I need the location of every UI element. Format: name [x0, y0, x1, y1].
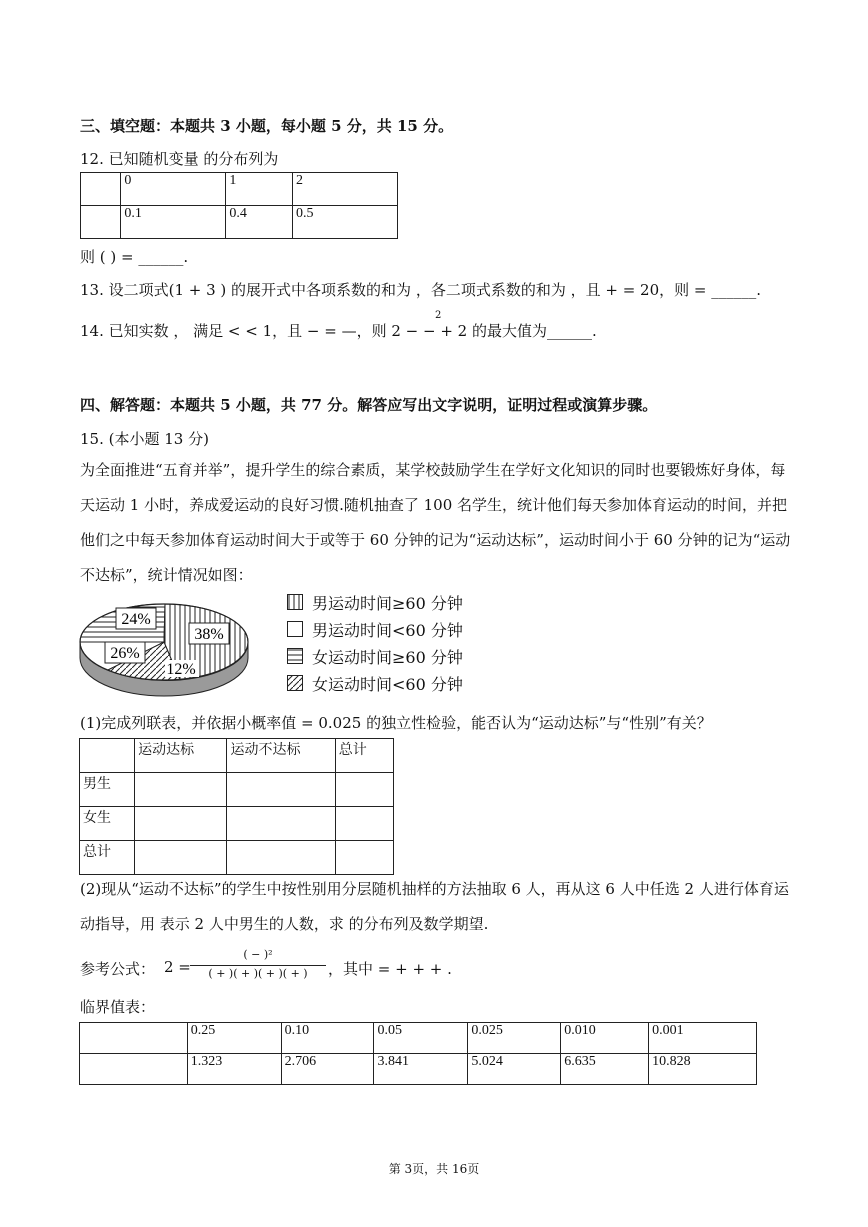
- q15-part1: (1)完成列联表，并依据小概率值 = 0.025 的独立性检验，能否认为“运动达标”与“性别”有关？: [80, 714, 712, 732]
- contingency-cell: 运动不达标: [227, 739, 335, 773]
- legend-item: [287, 592, 463, 612]
- q15-part2: (2)现从“运动不达标”的学生中按性别用分层随机抽样的方法抽取 6 人，再从这 6 人中任选 2 人进行体育运动指导，用 表示 2 人中男生的人数，求 的分布列及数学期望.: [80, 880, 789, 933]
- critical-cell: 6.635: [561, 1054, 649, 1085]
- critical-cell: 0.25: [187, 1023, 281, 1054]
- legend-swatch-blank: [287, 621, 303, 637]
- contingency-cell: [335, 773, 393, 807]
- pie-chart: [78, 590, 250, 702]
- formula-lead: 参考公式：: [80, 960, 156, 978]
- formula-fraction-bar: [190, 965, 326, 966]
- contingency-cell: [335, 841, 393, 875]
- critical-cell: 0.10: [281, 1023, 374, 1054]
- critical-label: 临界值表：: [80, 998, 156, 1016]
- pie-label: 12%: [166, 661, 196, 678]
- pie-label: 38%: [194, 626, 224, 643]
- critical-cell: 0.001: [649, 1023, 757, 1054]
- critical-cell: 10.828: [649, 1054, 757, 1085]
- legend-swatch-vertical: [287, 594, 303, 610]
- contingency-cell: 总计: [80, 841, 135, 875]
- q14-superscript: 2: [435, 310, 442, 321]
- contingency-cell: [227, 807, 335, 841]
- pie-label: 26%: [110, 645, 140, 662]
- formula-numerator: ( − )²: [243, 948, 273, 961]
- contingency-cell: 运动达标: [135, 739, 227, 773]
- q12-cell: 0: [121, 173, 226, 206]
- contingency-cell: [227, 773, 335, 807]
- contingency-cell: 男生: [80, 773, 135, 807]
- q12-cell: 2: [292, 173, 397, 206]
- q15-body: 为全面推进“五育并举”，提升学生的综合素质，某学校鼓励学生在学好文化知识的同时也要锻炼好身体，每天运动 1 小时，养成爱运动的良好习惯.随机抽查了 100 名学生，统计他们每天参加体育运动的时间，并把他们之中每天参加体育运动时间大于或等于 60 分钟的记为“运动达标”，运动时间小于 60 分钟的记为“运动不达标”，统计情况如图：: [80, 461, 791, 584]
- q12-after: 则 ( ) = ______.: [80, 248, 189, 266]
- critical-cell: 2.706: [281, 1054, 374, 1085]
- contingency-cell: 总计: [335, 739, 393, 773]
- legend-swatch-horizontal: [287, 648, 303, 664]
- formula-chi: 2 =: [164, 958, 191, 976]
- legend-item: [287, 646, 463, 666]
- section3-heading: 三、填空题：本题共 3 小题，每小题 5 分，共 15 分。: [80, 117, 454, 135]
- q14: 14. 已知实数 ， 满足 < < 1，且 − = —，则 2 − − + 2 的最大值为______.: [80, 322, 597, 340]
- legend-label: 女运动时间≥60 分钟: [312, 647, 463, 667]
- legend-label: 男运动时间<60 分钟: [312, 620, 463, 640]
- q12-cell: [81, 173, 121, 206]
- legend-label: 男运动时间≥60 分钟: [312, 593, 463, 613]
- contingency-cell: [80, 739, 135, 773]
- q13: 13. 设二项式(1 + 3 ) 的展开式中各项系数的和为 ，各二项式系数的和为 ，且 + = 20，则 = ______.: [80, 281, 761, 299]
- critical-cell: [80, 1054, 188, 1085]
- q12-cell: [81, 206, 121, 239]
- q15-title: 15. (本小题 13 分): [80, 430, 209, 448]
- formula-denominator: ( + )( + )( + )( + ): [208, 967, 308, 980]
- contingency-cell: [135, 807, 227, 841]
- contingency-cell: [335, 807, 393, 841]
- q12-cell: 0.1: [121, 206, 226, 239]
- critical-cell: 0.025: [468, 1023, 561, 1054]
- q12-cell: 0.5: [292, 206, 397, 239]
- critical-cell: 5.024: [468, 1054, 561, 1085]
- contingency-cell: 女生: [80, 807, 135, 841]
- pie-label: 24%: [121, 611, 151, 628]
- contingency-cell: [135, 773, 227, 807]
- critical-cell: 1.323: [187, 1054, 281, 1085]
- q12-distribution-table: [80, 172, 398, 239]
- q12-cell: 0.4: [226, 206, 293, 239]
- legend-swatch-diagonal: [287, 675, 303, 691]
- legend-item: [287, 673, 463, 693]
- page-footer: 第 3页，共 16页: [388, 1162, 480, 1176]
- contingency-table: [79, 738, 394, 875]
- legend-item: [287, 619, 463, 639]
- critical-cell: 0.05: [374, 1023, 468, 1054]
- critical-cell: [80, 1023, 188, 1054]
- critical-cell: 0.010: [561, 1023, 649, 1054]
- critical-value-table: [79, 1022, 757, 1085]
- q12-cell: 1: [226, 173, 293, 206]
- q12-stem: 12. 已知随机变量 的分布列为: [80, 150, 279, 168]
- contingency-cell: [135, 841, 227, 875]
- contingency-cell: [227, 841, 335, 875]
- critical-cell: 3.841: [374, 1054, 468, 1085]
- formula-tail: ，其中 = + + + .: [328, 960, 452, 978]
- legend-label: 女运动时间<60 分钟: [312, 674, 463, 694]
- section4-heading: 四、解答题：本题共 5 小题，共 77 分。解答应写出文字说明，证明过程或演算步骤。: [80, 396, 658, 414]
